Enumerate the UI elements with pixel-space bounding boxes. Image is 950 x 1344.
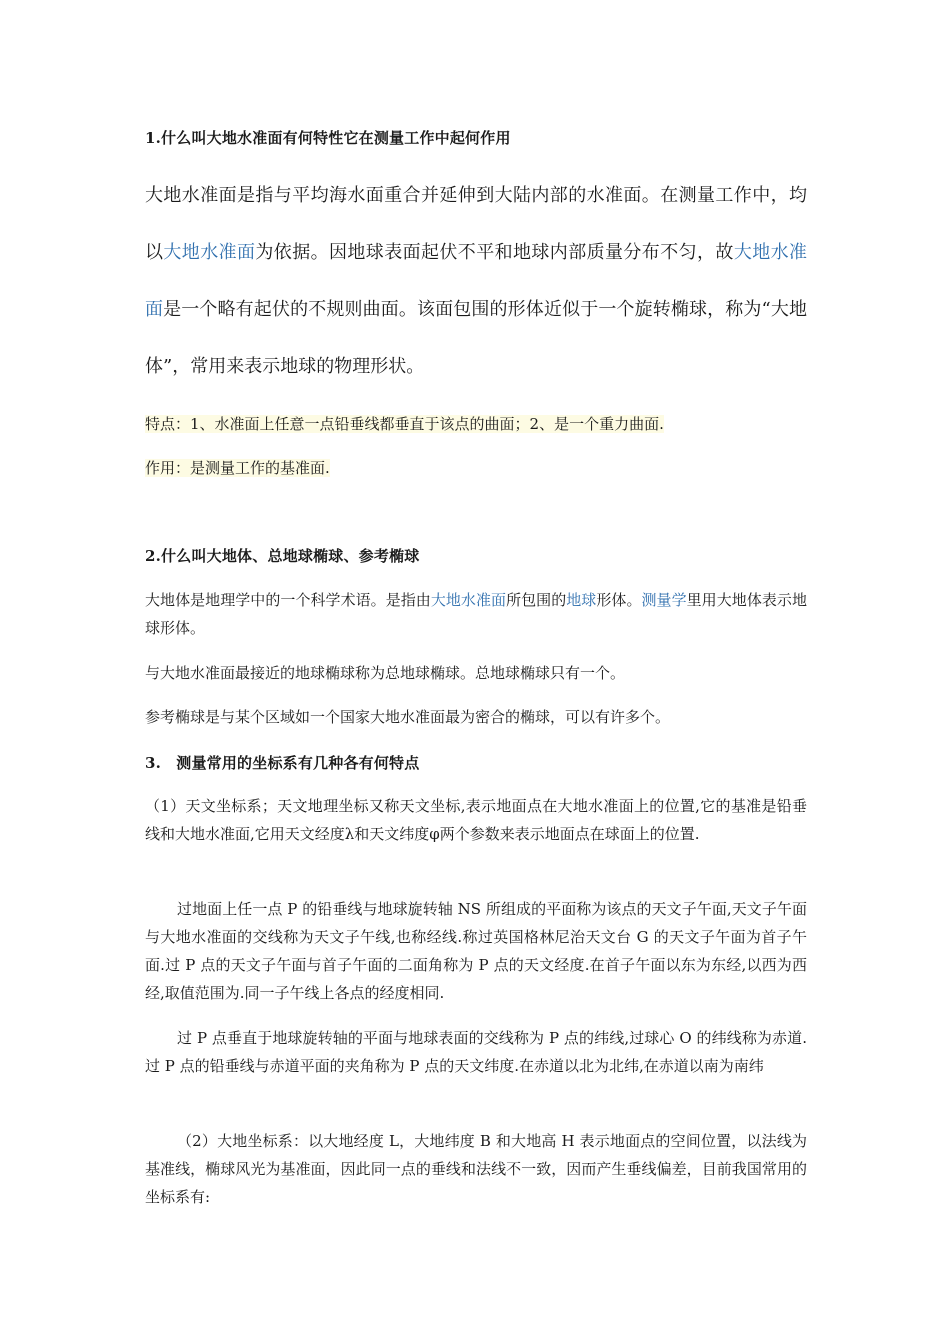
latitude-paragraph: 过 P 点垂直于地球旋转轴的平面与地球表面的交线称为 P 点的纬线,过球心 O 的纬线称为赤道.过 P 点的铅垂线与赤道平面的夹角称为 P 点的天文纬度.在赤道以北为北纬,在赤道以南为南纬 [145,1029,807,1075]
geoid-body-text-b: 所包围的 [506,591,567,609]
feature-text: 特点：1、水准面上任意一点铅垂线都垂直于该点的曲面；2、是一个重力曲面. [145,415,664,433]
geoid-link-1[interactable]: 大地水准面 [163,242,256,263]
question-3-heading: 3. 测量常用的坐标系有几种各有何特点 [145,754,420,772]
definition-text-c: 是一个略有起伏的不规则曲面。该面包围的形体近似于一个旋转椭球，称为“大地体”，常用来表示地球的物理形状。 [145,299,808,377]
total-ellipsoid-paragraph: 与大地水准面最接近的地球椭球称为总地球椭球。总地球椭球只有一个。 [145,664,626,682]
earth-link[interactable]: 地球 [566,591,597,609]
geoid-body-text-a: 大地体是地理学中的一个科学术语。是指由 [145,591,431,609]
role-text: 作用：是测量工作的基准面. [145,459,330,477]
geoid-surface-link[interactable]: 大地水准面 [430,591,507,609]
feature-line [145,414,807,434]
reference-ellipsoid-paragraph: 参考椭球是与某个区域如一个国家大地水准面最为密合的椭球，可以有许多个。 [145,708,671,726]
geoid-body-text-c: 形体。 [596,591,642,609]
geodetic-coordinate-paragraph: （2）大地坐标系：以大地经度 L，大地纬度 B 和大地高 H 表示地面点的空间位置，以法线为基准线，椭球风光为基准面，因此同一点的垂线和法线不一致，因而产生垂线偏差，目前我国常用的坐标系有: [145,1132,807,1206]
role-line [145,458,807,478]
geoid-link-2[interactable]: 大地水准面 [145,242,808,320]
definition-text-b: 为依据。因地球表面起伏不平和地球内部质量分布不匀，故 [255,242,734,263]
question-1-heading: 1.什么叫大地水准面有何特性它在测量工作中起何作用 [145,129,511,147]
astronomic-coordinate-paragraph: （1）天文坐标系；天文地理坐标又称天文坐标,表示地面点在大地水准面上的位置,它的基准是铅垂线和大地水准面,它用天文经度λ和天文纬度φ两个参数来表示地面点在球面上的位置. [145,797,807,843]
geoid-body-paragraph [145,586,807,642]
question-1-definition [145,167,807,395]
geoid-body-text-d: 里用大地体表示地球形体。 [145,591,807,637]
surveying-link[interactable]: 测量学 [641,591,687,609]
longitude-paragraph: 过地面上任一点 P 的铅垂线与地球旋转轴 NS 所组成的平面称为该点的天文子午面,天文子午面与大地水准面的交线称为天文子午线,也称经线.称过英国格林尼治天文台 G 的天文子午面为首子午面.过 P 点的天文子午面与首子午面的二面角称为 P 点的天文经度.在首子午面以东为东经,以西为西经,取值范围为.同一子午线上各点的经度相同. [145,900,807,1002]
definition-text-a: 大地水准面是指与平均海水面重合并延伸到大陆内部的水准面。在测量工作中，均以 [145,185,807,263]
question-2-heading: 2.什么叫大地体、总地球椭球、参考椭球 [145,547,420,565]
